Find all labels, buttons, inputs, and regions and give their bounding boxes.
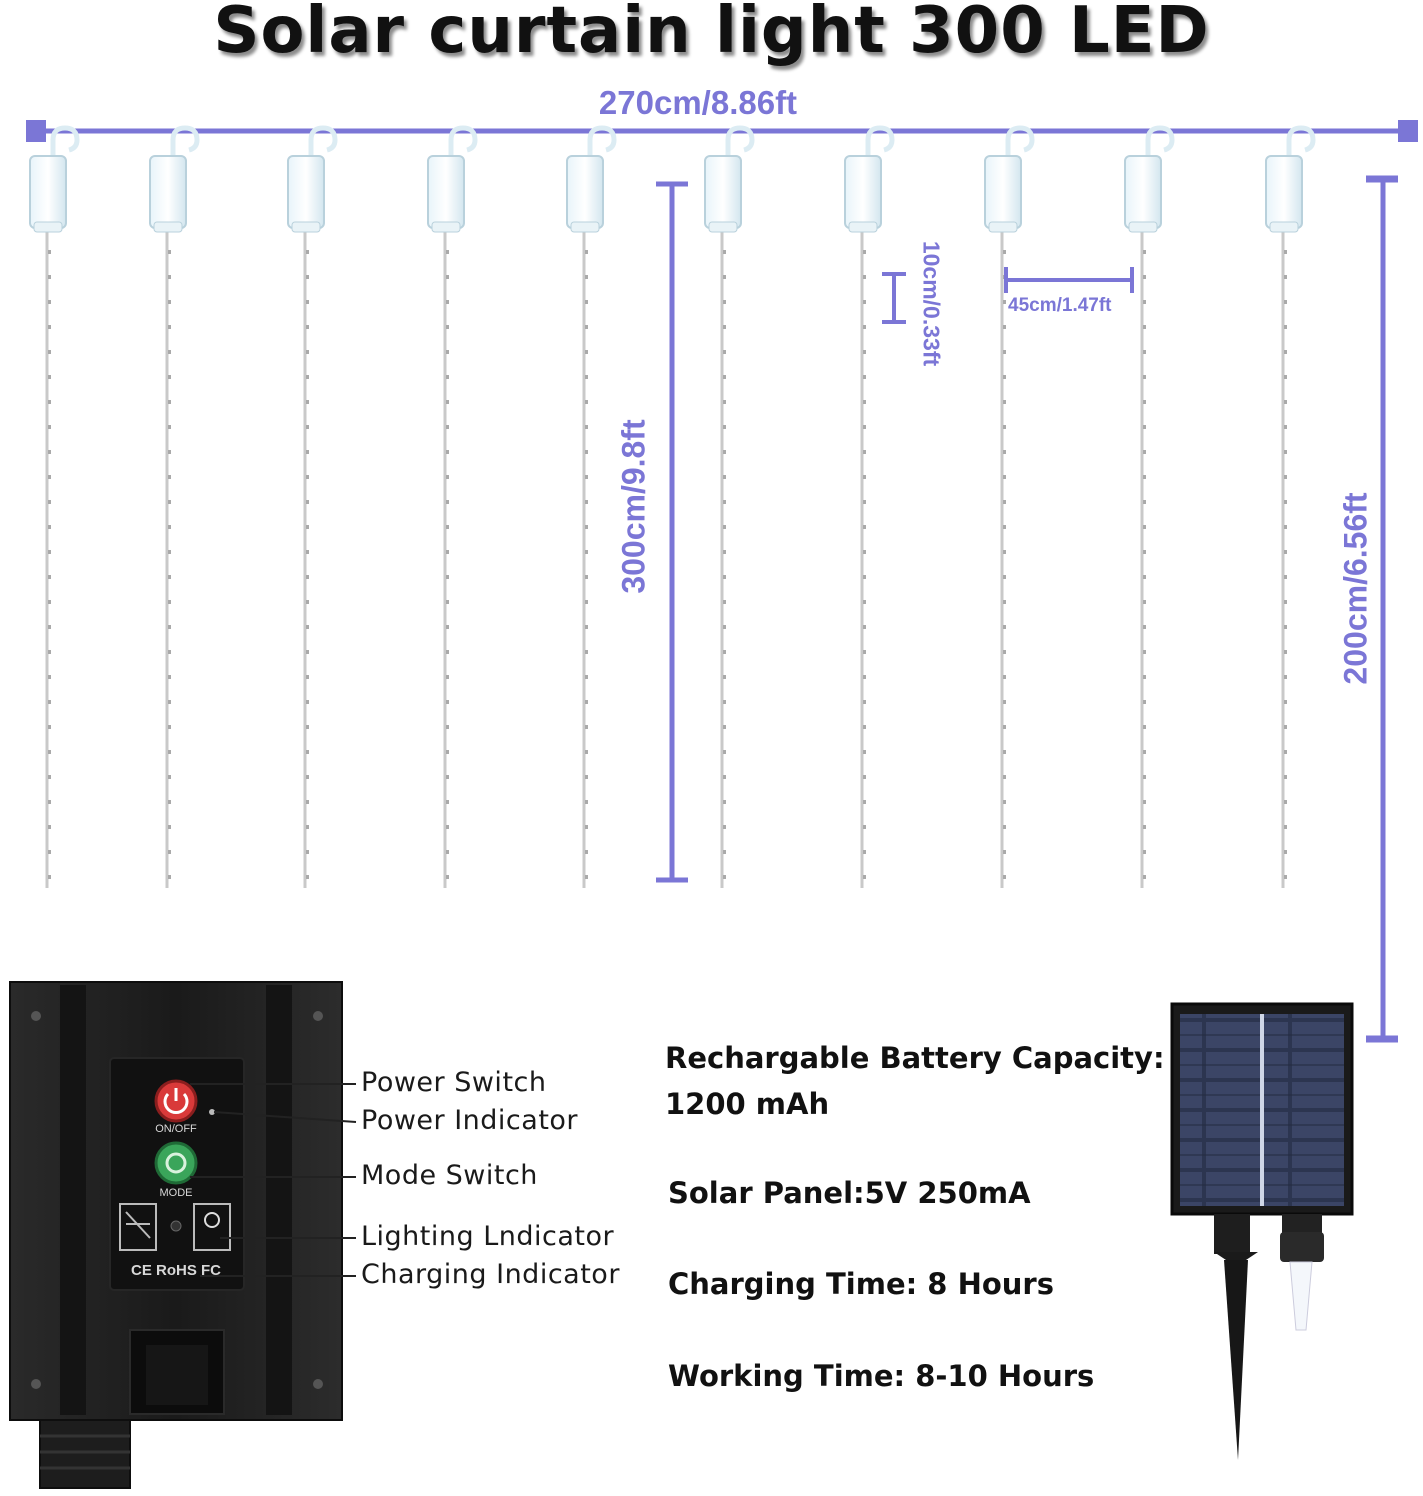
spec-working-time: Working Time: 8-10 Hours	[668, 1359, 1095, 1393]
light-strand	[428, 128, 475, 888]
light-strand	[567, 128, 614, 888]
height-label: 300cm/9.8ft	[615, 419, 652, 594]
callout-power-indicator: Power Indicator	[361, 1105, 579, 1136]
spec-solar-panel: Solar Panel:5V 250mA	[668, 1176, 1031, 1210]
strand-spacing-dimension	[1006, 267, 1132, 293]
panel-cable-label: 200cm/6.56ft	[1337, 492, 1374, 685]
width-dimension-line	[26, 120, 1418, 142]
callout-power-switch: Power Switch	[361, 1067, 547, 1098]
spec-charging-time: Charging Time: 8 Hours	[668, 1267, 1054, 1301]
light-strand	[1125, 128, 1172, 888]
onoff-label: ON/OFF	[155, 1123, 197, 1135]
controller-box	[10, 982, 342, 1488]
callout-mode-switch: Mode Switch	[361, 1160, 538, 1191]
bulb-spacing-label: 10cm/0.33ft	[918, 240, 945, 367]
light-strand	[288, 128, 335, 888]
indicator-led	[171, 1221, 181, 1231]
height-dimension-line	[656, 184, 688, 880]
callout-charging-indicator: Charging Indicator	[361, 1259, 620, 1290]
mode-label: MODE	[159, 1187, 193, 1199]
spec-battery-line2: 1200 mAh	[665, 1087, 830, 1121]
light-strand	[845, 128, 892, 888]
light-strand	[1266, 128, 1313, 888]
spec-battery-line1: Rechargable Battery Capacity:	[665, 1041, 1165, 1075]
power-button[interactable]	[156, 1081, 196, 1121]
controller-connector	[40, 1420, 130, 1488]
strand-spacing-label: 45cm/1.47ft	[1008, 295, 1112, 316]
light-strand	[705, 128, 752, 888]
light-strand	[150, 128, 197, 888]
light-strand	[985, 128, 1032, 888]
page-title: Solar curtain light 300 LED	[213, 0, 1210, 68]
solar-panel	[1172, 1004, 1352, 1460]
certification-marks: CE RoHS FC	[131, 1262, 221, 1279]
light-strand	[30, 128, 77, 888]
bulb-spacing-dimension	[882, 274, 906, 322]
callout-lighting-indicator: Lighting Lndicator	[361, 1221, 615, 1252]
width-label: 270cm/8.86ft	[598, 84, 798, 121]
